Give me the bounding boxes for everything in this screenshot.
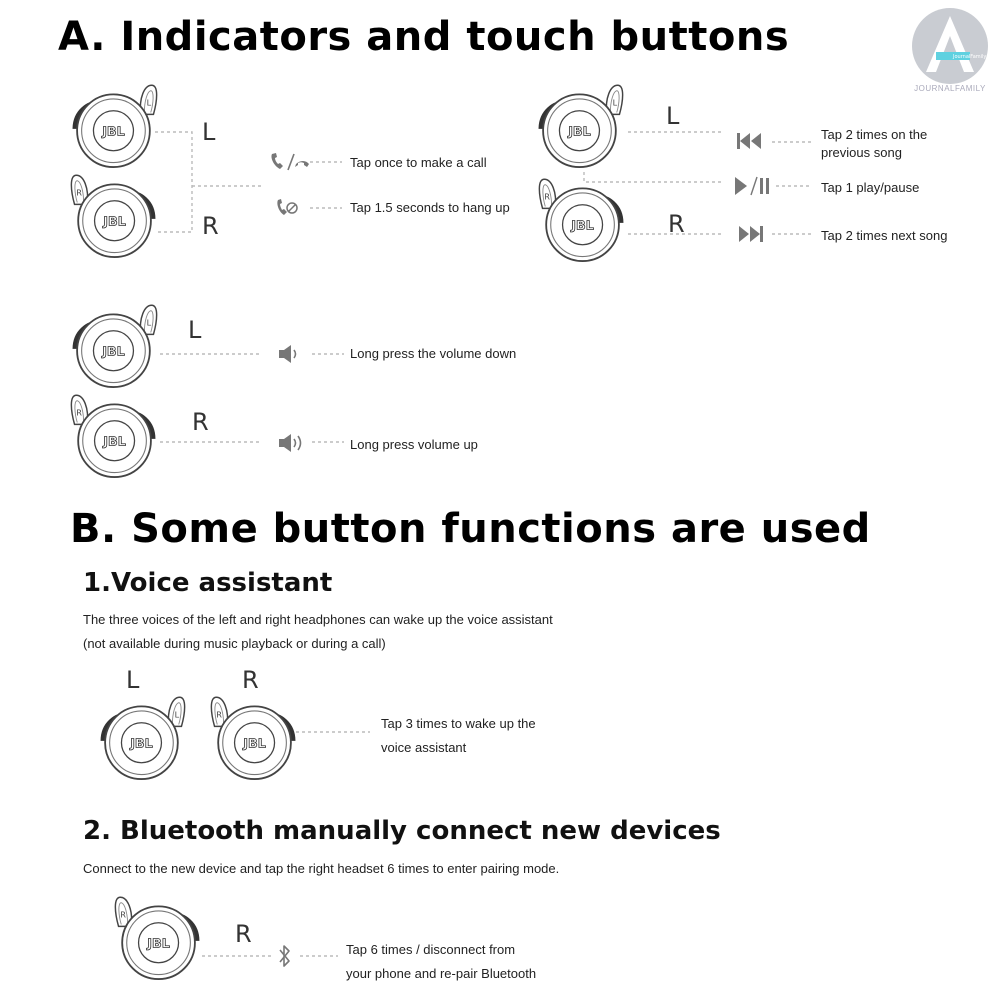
music-label-r: R (668, 210, 685, 238)
bluetooth-desc: Connect to the new device and tap the right headset 6 times to enter pairing mode. (83, 861, 560, 876)
music-prev-text-1: Tap 2 times on the (821, 127, 928, 142)
call-label-r: R (202, 212, 219, 240)
voice-action-2: voice assistant (381, 740, 467, 755)
voice-label-r: R (242, 666, 259, 694)
bluetooth-label-r: R (235, 920, 252, 948)
section-a-title: A. Indicators and touch buttons (58, 14, 790, 60)
voice-desc-2: (not available during music playback or during a call) (83, 636, 386, 651)
call-tap-once-text: Tap once to make a call (350, 155, 487, 170)
voice-label-l: L (126, 666, 140, 694)
music-label-l: L (666, 102, 680, 130)
music-next-text: Tap 2 times next song (821, 228, 948, 243)
volume-label-l: L (188, 316, 202, 344)
section-b-title: B. Some button functions are used (70, 506, 871, 552)
watermark-text: JOURNALFAMILY (914, 84, 986, 93)
voice-action-1: Tap 3 times to wake up the (381, 716, 536, 731)
bluetooth-action-2: your phone and re-pair Bluetooth (346, 966, 537, 981)
bluetooth-action-1: Tap 6 times / disconnect from (346, 942, 516, 957)
bluetooth-icon (278, 943, 292, 969)
volume-down-text: Long press the volume down (350, 346, 517, 361)
volume-label-r: R (192, 408, 209, 436)
voice-desc-1: The three voices of the left and right headphones can wake up the voice assistant (83, 612, 553, 627)
bluetooth-heading: 2. Bluetooth manually connect new devices (83, 816, 721, 846)
call-label-l: L (202, 118, 216, 146)
music-prev-text-2: previous song (821, 145, 902, 160)
music-play-text: Tap 1 play/pause (821, 180, 920, 195)
logo-small-text: JournalFamily (953, 54, 987, 60)
voice-heading: 1.Voice assistant (83, 568, 333, 598)
volume-up-text: Long press volume up (350, 437, 478, 452)
call-tap-hold-text: Tap 1.5 seconds to hang up (350, 200, 510, 215)
